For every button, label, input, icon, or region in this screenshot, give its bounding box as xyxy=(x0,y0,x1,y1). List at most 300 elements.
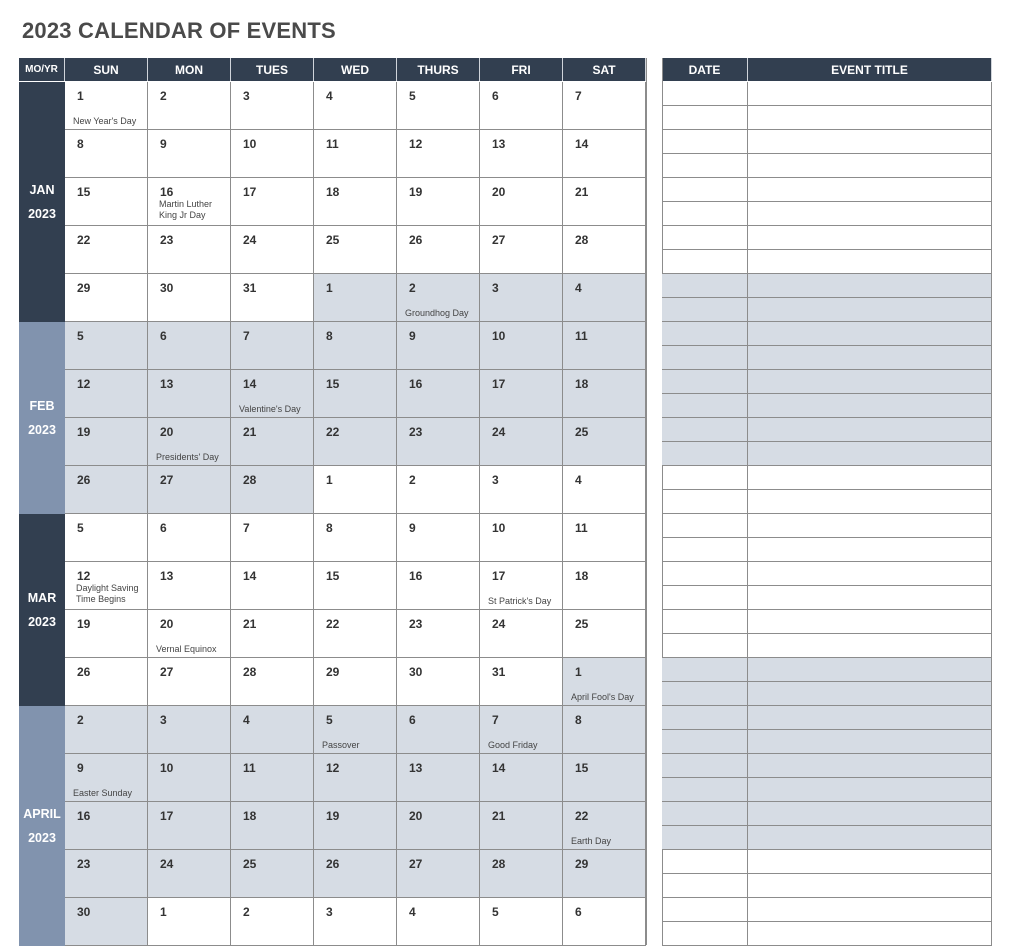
event-title-cell[interactable] xyxy=(748,658,992,682)
day-cell[interactable] xyxy=(65,754,148,802)
event-title-cell[interactable] xyxy=(748,178,992,202)
day-cell[interactable] xyxy=(314,514,397,562)
event-title-cell[interactable] xyxy=(748,442,992,466)
day-cell[interactable] xyxy=(397,226,480,274)
day-number: 4 xyxy=(243,713,250,727)
day-number: 18 xyxy=(575,569,589,583)
event-title-cell[interactable] xyxy=(748,202,992,226)
event-title-cell[interactable] xyxy=(748,250,992,274)
event-title-cell[interactable] xyxy=(748,706,992,730)
holiday-label: April Fool's Day xyxy=(571,692,634,702)
event-title-cell[interactable] xyxy=(748,754,992,778)
day-number: 14 xyxy=(492,761,506,775)
day-number: 9 xyxy=(409,329,416,343)
day-cell[interactable] xyxy=(148,754,231,802)
day-cell[interactable] xyxy=(480,850,563,898)
event-date-cell[interactable] xyxy=(662,130,748,154)
day-number: 21 xyxy=(243,617,257,631)
day-number: 1 xyxy=(575,665,582,679)
day-number: 25 xyxy=(243,857,257,871)
day-number: 6 xyxy=(160,521,167,535)
event-title-cell[interactable] xyxy=(748,514,992,538)
day-cell[interactable] xyxy=(65,850,148,898)
day-cell[interactable] xyxy=(563,514,646,562)
event-date-cell[interactable] xyxy=(662,418,748,442)
day-cell[interactable] xyxy=(563,706,646,754)
event-title-cell[interactable] xyxy=(748,562,992,586)
header-mo-yr: MO/YR xyxy=(19,58,65,81)
event-date-cell[interactable] xyxy=(662,202,748,226)
event-date-cell[interactable] xyxy=(662,226,748,250)
event-date-cell[interactable] xyxy=(662,634,748,658)
day-cell[interactable] xyxy=(397,562,480,610)
day-number: 20 xyxy=(409,809,423,823)
event-title-cell[interactable] xyxy=(748,802,992,826)
month-name: JAN xyxy=(29,183,55,197)
day-number: 15 xyxy=(326,569,340,583)
header-sat: SAT xyxy=(563,58,646,81)
day-cell[interactable] xyxy=(397,754,480,802)
month-year: 2023 xyxy=(28,615,56,629)
day-cell[interactable] xyxy=(65,82,148,130)
day-cell[interactable] xyxy=(148,850,231,898)
day-cell[interactable] xyxy=(231,850,314,898)
event-date-cell[interactable] xyxy=(662,826,748,850)
event-date-cell[interactable] xyxy=(662,466,748,490)
day-cell[interactable] xyxy=(314,610,397,658)
day-cell[interactable] xyxy=(563,322,646,370)
event-date-cell[interactable] xyxy=(662,898,748,922)
day-cell[interactable] xyxy=(231,370,314,418)
event-title-cell[interactable] xyxy=(748,226,992,250)
day-cell[interactable] xyxy=(480,82,563,130)
day-cell[interactable] xyxy=(231,322,314,370)
day-cell[interactable] xyxy=(65,322,148,370)
day-cell[interactable] xyxy=(314,466,397,514)
event-title-cell[interactable] xyxy=(748,586,992,610)
holiday-label: Martin Luther King Jr Day xyxy=(159,199,213,220)
day-cell[interactable] xyxy=(314,82,397,130)
day-cell[interactable] xyxy=(480,562,563,610)
day-number: 28 xyxy=(243,665,257,679)
event-date-cell[interactable] xyxy=(662,778,748,802)
day-cell[interactable] xyxy=(148,514,231,562)
day-cell[interactable] xyxy=(480,754,563,802)
day-cell[interactable] xyxy=(231,658,314,706)
day-number: 4 xyxy=(575,281,582,295)
day-cell[interactable] xyxy=(65,178,148,226)
day-cell[interactable] xyxy=(231,706,314,754)
day-number: 2 xyxy=(409,473,416,487)
event-title-cell[interactable] xyxy=(748,466,992,490)
day-number: 21 xyxy=(575,185,589,199)
holiday-label: Valentine's Day xyxy=(239,404,301,414)
day-number: 15 xyxy=(326,377,340,391)
day-number: 27 xyxy=(160,473,174,487)
day-cell[interactable] xyxy=(480,370,563,418)
day-cell[interactable] xyxy=(65,610,148,658)
header-wed: WED xyxy=(314,58,397,81)
event-date-cell[interactable] xyxy=(662,394,748,418)
day-cell[interactable] xyxy=(314,274,397,322)
day-number: 6 xyxy=(160,329,167,343)
day-cell[interactable] xyxy=(148,82,231,130)
event-title-cell[interactable] xyxy=(748,394,992,418)
event-title-cell[interactable] xyxy=(748,274,992,298)
day-cell[interactable] xyxy=(397,466,480,514)
event-date-cell[interactable] xyxy=(662,154,748,178)
day-cell[interactable] xyxy=(231,82,314,130)
day-cell[interactable] xyxy=(563,754,646,802)
day-cell[interactable] xyxy=(397,706,480,754)
day-cell[interactable] xyxy=(397,850,480,898)
day-cell[interactable] xyxy=(480,658,563,706)
day-number: 6 xyxy=(409,713,416,727)
day-number: 2 xyxy=(77,713,84,727)
day-number: 25 xyxy=(575,425,589,439)
event-date-cell[interactable] xyxy=(662,538,748,562)
day-cell[interactable] xyxy=(480,466,563,514)
header-sun: SUN xyxy=(65,58,148,81)
day-cell[interactable] xyxy=(148,802,231,850)
day-cell[interactable] xyxy=(563,418,646,466)
day-number: 14 xyxy=(243,569,257,583)
day-cell[interactable] xyxy=(563,82,646,130)
day-cell[interactable] xyxy=(148,178,231,226)
day-number: 20 xyxy=(160,617,174,631)
holiday-label: Good Friday xyxy=(488,740,538,750)
day-cell[interactable] xyxy=(480,226,563,274)
event-title-cell[interactable] xyxy=(748,154,992,178)
day-cell[interactable] xyxy=(148,226,231,274)
day-cell[interactable] xyxy=(231,754,314,802)
day-number: 19 xyxy=(409,185,423,199)
day-cell[interactable] xyxy=(314,754,397,802)
day-cell[interactable] xyxy=(65,466,148,514)
day-cell[interactable] xyxy=(231,514,314,562)
day-cell[interactable] xyxy=(480,178,563,226)
day-cell[interactable] xyxy=(148,658,231,706)
day-cell[interactable] xyxy=(563,226,646,274)
holiday-label: Easter Sunday xyxy=(73,788,133,798)
event-date-cell[interactable] xyxy=(662,346,748,370)
day-cell[interactable] xyxy=(314,226,397,274)
event-title-cell[interactable] xyxy=(748,346,992,370)
day-cell[interactable] xyxy=(314,178,397,226)
day-cell[interactable] xyxy=(231,274,314,322)
month-label xyxy=(19,322,65,514)
day-number: 16 xyxy=(409,569,423,583)
day-number: 1 xyxy=(77,89,84,103)
day-number: 8 xyxy=(326,521,333,535)
event-title-cell[interactable] xyxy=(748,322,992,346)
day-number: 5 xyxy=(326,713,333,727)
day-number: 5 xyxy=(77,521,84,535)
day-cell[interactable] xyxy=(314,850,397,898)
day-cell[interactable] xyxy=(148,418,231,466)
header-event-title: EVENT TITLE xyxy=(748,58,992,81)
event-title-cell[interactable] xyxy=(748,298,992,322)
day-cell[interactable] xyxy=(65,898,148,946)
day-number: 21 xyxy=(492,809,506,823)
event-date-cell[interactable] xyxy=(662,682,748,706)
event-date-cell[interactable] xyxy=(662,922,748,946)
day-cell[interactable] xyxy=(563,658,646,706)
day-cell[interactable] xyxy=(397,322,480,370)
day-cell[interactable] xyxy=(314,418,397,466)
day-cell[interactable] xyxy=(397,514,480,562)
event-title-cell[interactable] xyxy=(748,874,992,898)
event-date-cell[interactable] xyxy=(662,658,748,682)
day-number: 3 xyxy=(492,473,499,487)
day-cell[interactable] xyxy=(65,130,148,178)
day-number: 4 xyxy=(575,473,582,487)
day-number: 13 xyxy=(160,569,174,583)
day-number: 22 xyxy=(326,425,340,439)
event-date-cell[interactable] xyxy=(662,370,748,394)
day-cell[interactable] xyxy=(231,130,314,178)
day-cell[interactable] xyxy=(480,706,563,754)
day-cell[interactable] xyxy=(314,658,397,706)
event-title-cell[interactable] xyxy=(748,850,992,874)
day-cell[interactable] xyxy=(563,802,646,850)
day-number: 31 xyxy=(492,665,506,679)
day-number: 9 xyxy=(160,137,167,151)
day-cell[interactable] xyxy=(65,370,148,418)
day-number: 26 xyxy=(409,233,423,247)
day-cell[interactable] xyxy=(397,82,480,130)
day-cell[interactable] xyxy=(563,850,646,898)
event-date-cell[interactable] xyxy=(662,82,748,106)
day-number: 30 xyxy=(77,905,91,919)
day-number: 10 xyxy=(492,521,506,535)
header-tues: TUES xyxy=(231,58,314,81)
day-number: 28 xyxy=(492,857,506,871)
day-cell[interactable] xyxy=(148,466,231,514)
day-cell[interactable] xyxy=(563,130,646,178)
month-year: 2023 xyxy=(28,423,56,437)
day-number: 1 xyxy=(160,905,167,919)
day-cell[interactable] xyxy=(563,466,646,514)
day-number: 17 xyxy=(160,809,174,823)
day-cell[interactable] xyxy=(65,514,148,562)
event-date-cell[interactable] xyxy=(662,706,748,730)
day-number: 8 xyxy=(575,713,582,727)
event-title-cell[interactable] xyxy=(748,82,992,106)
event-date-cell[interactable] xyxy=(662,490,748,514)
day-cell[interactable] xyxy=(397,370,480,418)
day-number: 9 xyxy=(409,521,416,535)
month-label xyxy=(19,706,65,946)
day-cell[interactable] xyxy=(231,562,314,610)
day-number: 13 xyxy=(160,377,174,391)
event-title-cell[interactable] xyxy=(748,634,992,658)
day-cell[interactable] xyxy=(148,322,231,370)
day-number: 20 xyxy=(160,425,174,439)
day-cell[interactable] xyxy=(397,802,480,850)
day-cell[interactable] xyxy=(563,178,646,226)
day-cell[interactable] xyxy=(314,562,397,610)
day-number: 18 xyxy=(326,185,340,199)
event-date-cell[interactable] xyxy=(662,730,748,754)
event-date-cell[interactable] xyxy=(662,514,748,538)
day-cell[interactable] xyxy=(65,802,148,850)
month-name: FEB xyxy=(29,399,55,413)
day-cell[interactable] xyxy=(480,274,563,322)
event-date-cell[interactable] xyxy=(662,874,748,898)
day-number: 19 xyxy=(326,809,340,823)
day-cell[interactable] xyxy=(231,802,314,850)
event-date-cell[interactable] xyxy=(662,850,748,874)
event-title-cell[interactable] xyxy=(748,490,992,514)
day-cell[interactable] xyxy=(65,658,148,706)
event-title-cell[interactable] xyxy=(748,418,992,442)
event-date-cell[interactable] xyxy=(662,298,748,322)
day-number: 3 xyxy=(326,905,333,919)
day-cell[interactable] xyxy=(148,610,231,658)
day-cell[interactable] xyxy=(65,562,148,610)
day-number: 25 xyxy=(326,233,340,247)
day-cell[interactable] xyxy=(314,130,397,178)
day-cell[interactable] xyxy=(397,178,480,226)
event-title-cell[interactable] xyxy=(748,130,992,154)
day-cell[interactable] xyxy=(480,130,563,178)
day-number: 26 xyxy=(326,857,340,871)
day-number: 1 xyxy=(326,473,333,487)
day-cell[interactable] xyxy=(397,610,480,658)
day-number: 4 xyxy=(326,89,333,103)
day-number: 16 xyxy=(160,185,174,199)
day-number: 29 xyxy=(77,281,91,295)
event-date-cell[interactable] xyxy=(662,442,748,466)
day-cell[interactable] xyxy=(480,418,563,466)
event-title-cell[interactable] xyxy=(748,370,992,394)
day-number: 31 xyxy=(243,281,257,295)
event-date-cell[interactable] xyxy=(662,586,748,610)
header-thurs: THURS xyxy=(397,58,480,81)
month-year: 2023 xyxy=(28,831,56,845)
day-cell[interactable] xyxy=(148,706,231,754)
event-title-cell[interactable] xyxy=(748,610,992,634)
day-cell[interactable] xyxy=(231,466,314,514)
event-date-cell[interactable] xyxy=(662,802,748,826)
day-number: 12 xyxy=(326,761,340,775)
day-number: 15 xyxy=(575,761,589,775)
day-cell[interactable] xyxy=(148,898,231,946)
day-cell[interactable] xyxy=(563,274,646,322)
page-title: 2023 CALENDAR OF EVENTS xyxy=(22,18,336,43)
day-cell[interactable] xyxy=(314,898,397,946)
day-number: 30 xyxy=(160,281,174,295)
event-title-cell[interactable] xyxy=(748,778,992,802)
day-cell[interactable] xyxy=(563,562,646,610)
day-number: 25 xyxy=(575,617,589,631)
day-cell[interactable] xyxy=(231,418,314,466)
day-cell[interactable] xyxy=(480,802,563,850)
day-number: 24 xyxy=(492,425,506,439)
day-cell[interactable] xyxy=(65,226,148,274)
day-number: 12 xyxy=(409,137,423,151)
event-date-cell[interactable] xyxy=(662,754,748,778)
event-date-cell[interactable] xyxy=(662,250,748,274)
day-number: 10 xyxy=(243,137,257,151)
header-mon: MON xyxy=(148,58,231,81)
event-title-cell[interactable] xyxy=(748,730,992,754)
event-title-cell[interactable] xyxy=(748,922,992,946)
day-number: 5 xyxy=(77,329,84,343)
day-number: 10 xyxy=(160,761,174,775)
day-cell[interactable] xyxy=(563,898,646,946)
day-cell[interactable] xyxy=(65,418,148,466)
day-cell[interactable] xyxy=(231,226,314,274)
day-cell[interactable] xyxy=(563,370,646,418)
day-cell[interactable] xyxy=(314,802,397,850)
event-date-cell[interactable] xyxy=(662,178,748,202)
day-cell[interactable] xyxy=(397,130,480,178)
day-number: 24 xyxy=(492,617,506,631)
day-cell[interactable] xyxy=(314,370,397,418)
day-cell[interactable] xyxy=(563,610,646,658)
day-cell[interactable] xyxy=(397,418,480,466)
day-cell[interactable] xyxy=(314,706,397,754)
day-cell[interactable] xyxy=(65,706,148,754)
day-number: 11 xyxy=(575,521,588,535)
day-cell[interactable] xyxy=(314,322,397,370)
event-title-cell[interactable] xyxy=(748,106,992,130)
day-cell[interactable] xyxy=(231,178,314,226)
day-cell[interactable] xyxy=(231,610,314,658)
day-cell[interactable] xyxy=(148,130,231,178)
event-title-cell[interactable] xyxy=(748,826,992,850)
day-cell[interactable] xyxy=(65,274,148,322)
event-date-cell[interactable] xyxy=(662,106,748,130)
day-cell[interactable] xyxy=(148,370,231,418)
day-cell[interactable] xyxy=(231,898,314,946)
day-cell[interactable] xyxy=(397,274,480,322)
day-number: 3 xyxy=(160,713,167,727)
day-cell[interactable] xyxy=(480,322,563,370)
day-number: 2 xyxy=(409,281,416,295)
day-number: 22 xyxy=(326,617,340,631)
event-title-cell[interactable] xyxy=(748,538,992,562)
day-cell[interactable] xyxy=(480,610,563,658)
day-cell[interactable] xyxy=(148,274,231,322)
day-cell[interactable] xyxy=(480,514,563,562)
day-cell[interactable] xyxy=(397,898,480,946)
month-name: APRIL xyxy=(23,807,61,821)
day-cell[interactable] xyxy=(397,658,480,706)
event-date-cell[interactable] xyxy=(662,610,748,634)
day-number: 7 xyxy=(492,713,499,727)
day-number: 2 xyxy=(243,905,250,919)
day-number: 11 xyxy=(243,761,256,775)
day-cell[interactable] xyxy=(148,562,231,610)
holiday-label: Groundhog Day xyxy=(405,308,469,318)
event-title-cell[interactable] xyxy=(748,898,992,922)
holiday-label: St Patrick's Day xyxy=(488,596,552,606)
event-date-cell[interactable] xyxy=(662,562,748,586)
holiday-label: Passover xyxy=(322,740,360,750)
event-date-cell[interactable] xyxy=(662,274,748,298)
day-number: 19 xyxy=(77,617,91,631)
day-number: 9 xyxy=(77,761,84,775)
day-number: 13 xyxy=(409,761,423,775)
day-number: 30 xyxy=(409,665,423,679)
day-number: 17 xyxy=(492,377,506,391)
day-cell[interactable] xyxy=(480,898,563,946)
event-date-cell[interactable] xyxy=(662,322,748,346)
event-title-cell[interactable] xyxy=(748,682,992,706)
